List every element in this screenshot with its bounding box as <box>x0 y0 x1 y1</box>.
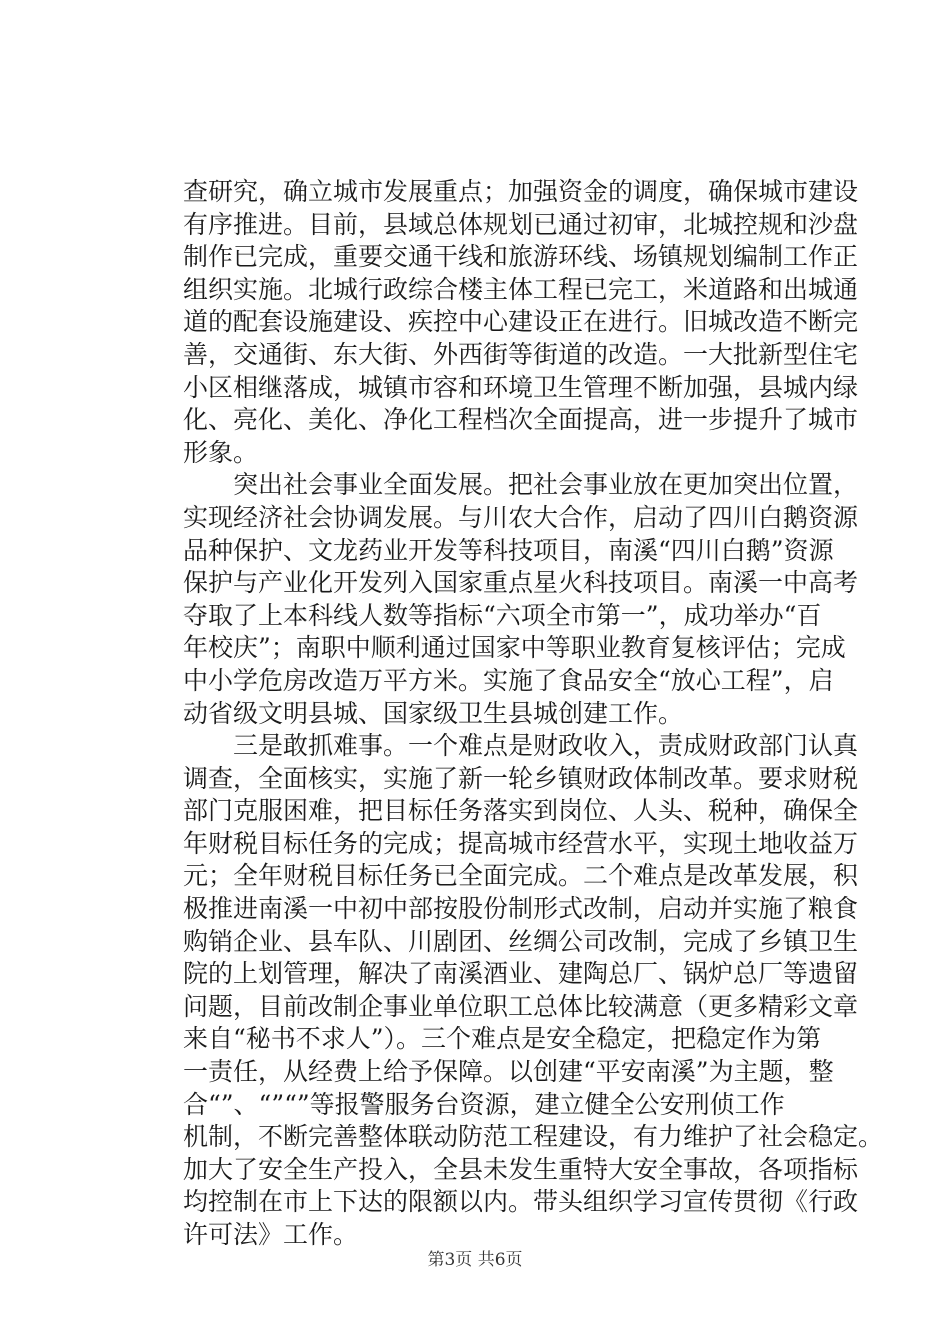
text-line: 院的上划管理，解决了南溪酒业、建陶总厂、锅炉总厂等遗留 <box>183 959 859 989</box>
text-line: 实现经济社会协调发展。与川农大合作，启动了四川白鹅资源 <box>183 502 859 532</box>
text-line: 购销企业、县车队、川剧团、丝绸公司改制，完成了乡镇卫生 <box>183 926 859 956</box>
text-line: 均控制在市上下达的限额以内。带头组织学习宣传贯彻《行政 <box>183 1187 859 1217</box>
text-line: 制作已完成，重要交通干线和旅游环线、场镇规划编制工作正 <box>183 242 859 272</box>
text-line: 合“”、“”“”等报警服务台资源，建立健全公安刑侦工作 <box>183 1089 785 1119</box>
text-line: 化、亮化、美化、净化工程档次全面提高，进一步提升了城市 <box>183 405 859 435</box>
text-line: 组织实施。北城行政综合楼主体工程已完工，米道路和出城通 <box>183 274 859 304</box>
text-line: 小区相继落成，城镇市容和环境卫生管理不断加强，县城内绿 <box>183 372 859 402</box>
text-line: 形象。 <box>183 437 259 467</box>
text-line: 年校庆”；南职中顺利通过国家中等职业教育复核评估；完成 <box>183 633 846 663</box>
text-line: 夺取了上本科线人数等指标“六项全市第一”，成功举办“百 <box>183 600 822 630</box>
text-line: 调查，全面核实，实施了新一轮乡镇财政体制改革。要求财税 <box>183 763 859 793</box>
text-line: 元；全年财税目标任务已全面完成。二个难点是改革发展，积 <box>183 861 859 891</box>
page-number-footer: 第3页 共6页 <box>427 1250 523 1270</box>
text-line: 部门克服困难，把目标任务落实到岗位、人头、税种，确保全 <box>183 796 859 826</box>
paragraph-first-line: 突出社会事业全面发展。把社会事业放在更加突出位置， <box>183 470 859 500</box>
text-line: 查研究，确立城市发展重点；加强资金的调度，确保城市建设 <box>183 177 859 206</box>
text-line: 极推进南溪一中初中部按股份制形式改制，启动并实施了粮食 <box>183 894 859 924</box>
text-line: 许可法》工作。 <box>183 1220 359 1249</box>
text-line: 中小学危房改造万平方米。实施了食品安全“放心工程”，启 <box>183 665 834 695</box>
text-line: 年财税目标任务的完成；提高城市经营水平，实现土地收益万 <box>183 828 859 858</box>
text-line: 问题，目前改制企事业单位职工总体比较满意（更多精彩文章 <box>183 991 859 1021</box>
document-body <box>183 176 884 1252</box>
text-line: 品种保护、文龙药业开发等科技项目，南溪“四川白鹅”资源 <box>183 535 834 565</box>
text-line: 加大了安全生产投入，全县未发生重特大安全事故，各项指标 <box>183 1154 859 1184</box>
text-line: 来自“秘书不求人”）。三个难点是安全稳定，把稳定作为第 <box>183 1024 822 1054</box>
text-line: 动省级文明县城、国家级卫生县城创建工作。 <box>183 698 684 728</box>
text-line: 保护与产业化开发列入国家重点星火科技项目。南溪一中高考 <box>183 568 859 598</box>
text-line: 一责任，从经费上给予保障。以创建“平安南溪”为主题，整 <box>183 1057 834 1087</box>
text-line: 善，交通街、东大街、外西街等街道的改造。一大批新型住宅 <box>183 339 859 369</box>
text-line: 有序推进。目前，县域总体规划已通过初审，北城控规和沙盘 <box>183 209 859 239</box>
text-line: 道的配套设施建设、疾控中心建设正在进行。旧城改造不断完 <box>183 307 859 337</box>
paragraph-first-line: 三是敢抓难事。一个难点是财政收入，责成财政部门认真 <box>183 731 859 761</box>
text-line: 机制，不断完善整体联动防范工程建设，有力维护了社会稳定。 <box>183 1122 884 1152</box>
